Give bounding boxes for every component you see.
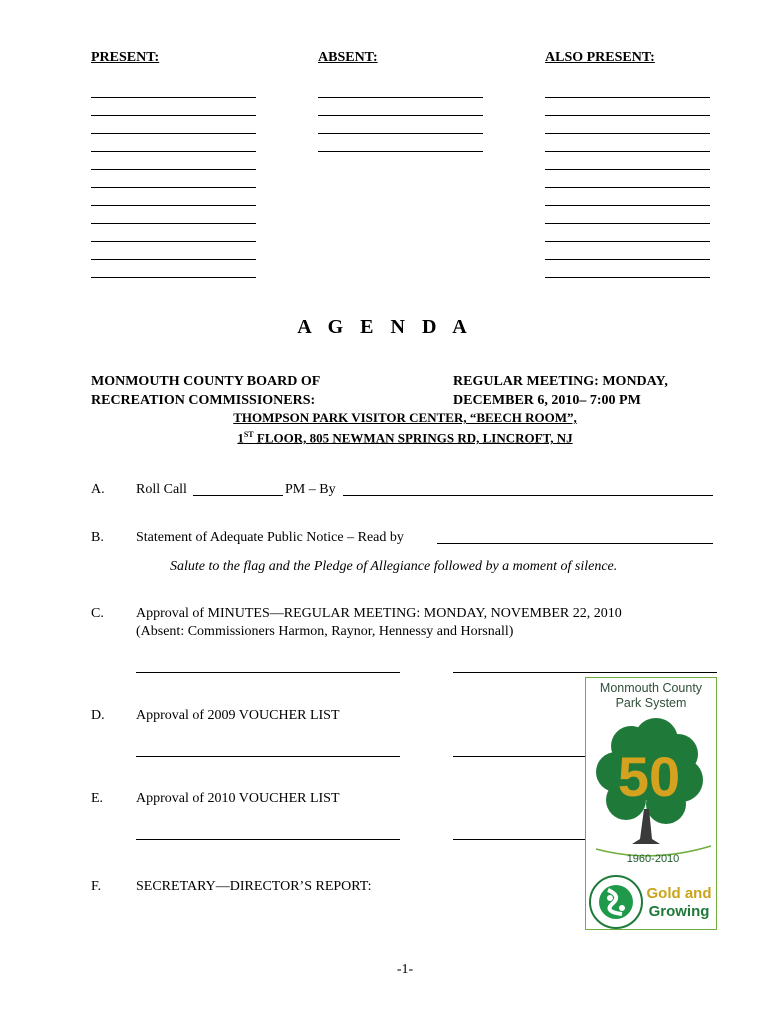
motion-blank[interactable] <box>136 839 400 840</box>
public-notice-blank[interactable] <box>437 543 713 544</box>
attendance-signature-line[interactable] <box>318 151 483 152</box>
minutes-approval-text: Approval of MINUTES—REGULAR MEETING: MONDAY, NOVEMBER 22, 2010 <box>136 606 622 621</box>
director-report-text: SECRETARY—DIRECTOR’S REPORT: <box>136 879 372 894</box>
second-blank[interactable] <box>453 839 585 840</box>
attendance-signature-line[interactable] <box>545 151 710 152</box>
attendance-signature-line[interactable] <box>91 169 256 170</box>
growing-text: Growing <box>648 903 710 920</box>
roll-call-by-blank[interactable] <box>343 495 713 496</box>
attendance-signature-line[interactable] <box>545 241 710 242</box>
anniversary-number: 50 <box>617 745 681 808</box>
roll-call-label: Roll Call <box>136 482 187 497</box>
present-heading: PRESENT: <box>91 50 160 65</box>
org-line-1: MONMOUTH COUNTY BOARD OF <box>91 374 321 389</box>
item-e-letter: E. <box>91 791 104 806</box>
attendance-signature-line[interactable] <box>545 169 710 170</box>
second-blank[interactable] <box>453 756 585 757</box>
item-c-letter: C. <box>91 606 104 621</box>
item-d-letter: D. <box>91 708 105 723</box>
attendance-signature-line[interactable] <box>91 223 256 224</box>
org-line-2: RECREATION COMMISSIONERS: <box>91 393 316 408</box>
attendance-signature-line[interactable] <box>545 259 710 260</box>
seal-icon <box>590 876 642 928</box>
meeting-type-line-1: REGULAR MEETING: MONDAY, <box>453 374 668 389</box>
meeting-date-line: DECEMBER 6, 2010– 7:00 PM <box>453 393 641 408</box>
logo-org-line-1: Monmouth County <box>599 681 703 695</box>
gold-and-text: Gold and <box>646 885 712 902</box>
park-system-logo <box>585 677 717 930</box>
attendance-signature-line[interactable] <box>318 97 483 98</box>
item-b-letter: B. <box>91 530 104 545</box>
salute-text: Salute to the flag and the Pledge of Allegiance followed by a moment of silence. <box>170 559 618 574</box>
attendance-signature-line[interactable] <box>91 133 256 134</box>
public-notice-label: Statement of Adequate Public Notice – Read by <box>136 530 404 545</box>
attendance-signature-line[interactable] <box>545 277 710 278</box>
attendance-signature-line[interactable] <box>545 205 710 206</box>
motion-blank[interactable] <box>136 756 400 757</box>
anniversary-years: 1960-2010 <box>626 853 680 865</box>
attendance-signature-line[interactable] <box>91 259 256 260</box>
attendance-signature-line[interactable] <box>318 115 483 116</box>
voucher-2010-text: Approval of 2010 VOUCHER LIST <box>136 791 340 806</box>
agenda-title: A G E N D A <box>297 316 473 338</box>
item-a-letter: A. <box>91 482 105 497</box>
attendance-signature-line[interactable] <box>91 205 256 206</box>
absent-heading: ABSENT: <box>318 50 378 65</box>
minutes-absent-note: (Absent: Commissioners Harmon, Raynor, Hennessy and Horsnall) <box>136 624 514 639</box>
roll-call-by-label: PM – By <box>285 482 336 497</box>
item-f-letter: F. <box>91 879 102 894</box>
attendance-signature-line[interactable] <box>545 187 710 188</box>
page-number: -1- <box>396 962 414 977</box>
attendance-signature-line[interactable] <box>91 115 256 116</box>
attendance-signature-line[interactable] <box>91 277 256 278</box>
attendance-signature-line[interactable] <box>545 115 710 116</box>
attendance-signature-line[interactable] <box>91 241 256 242</box>
voucher-2009-text: Approval of 2009 VOUCHER LIST <box>136 708 340 723</box>
attendance-signature-line[interactable] <box>545 97 710 98</box>
location-line-2: 1ST FLOOR, 805 NEWMAN SPRINGS RD, LINCROFT, NJ <box>237 430 573 446</box>
attendance-signature-line[interactable] <box>91 97 256 98</box>
logo-org-line-2: Park System <box>615 696 687 710</box>
second-blank[interactable] <box>453 672 717 673</box>
roll-call-time-blank[interactable] <box>193 495 283 496</box>
attendance-signature-line[interactable] <box>318 133 483 134</box>
attendance-signature-line[interactable] <box>91 151 256 152</box>
attendance-signature-line[interactable] <box>91 187 256 188</box>
logo-graphic <box>586 714 716 929</box>
motion-blank[interactable] <box>136 672 400 673</box>
also-present-heading: ALSO PRESENT: <box>545 50 655 65</box>
location-line-1: THOMPSON PARK VISITOR CENTER, “BEECH ROOM”, <box>233 410 577 425</box>
attendance-signature-line[interactable] <box>545 133 710 134</box>
attendance-signature-line[interactable] <box>545 223 710 224</box>
